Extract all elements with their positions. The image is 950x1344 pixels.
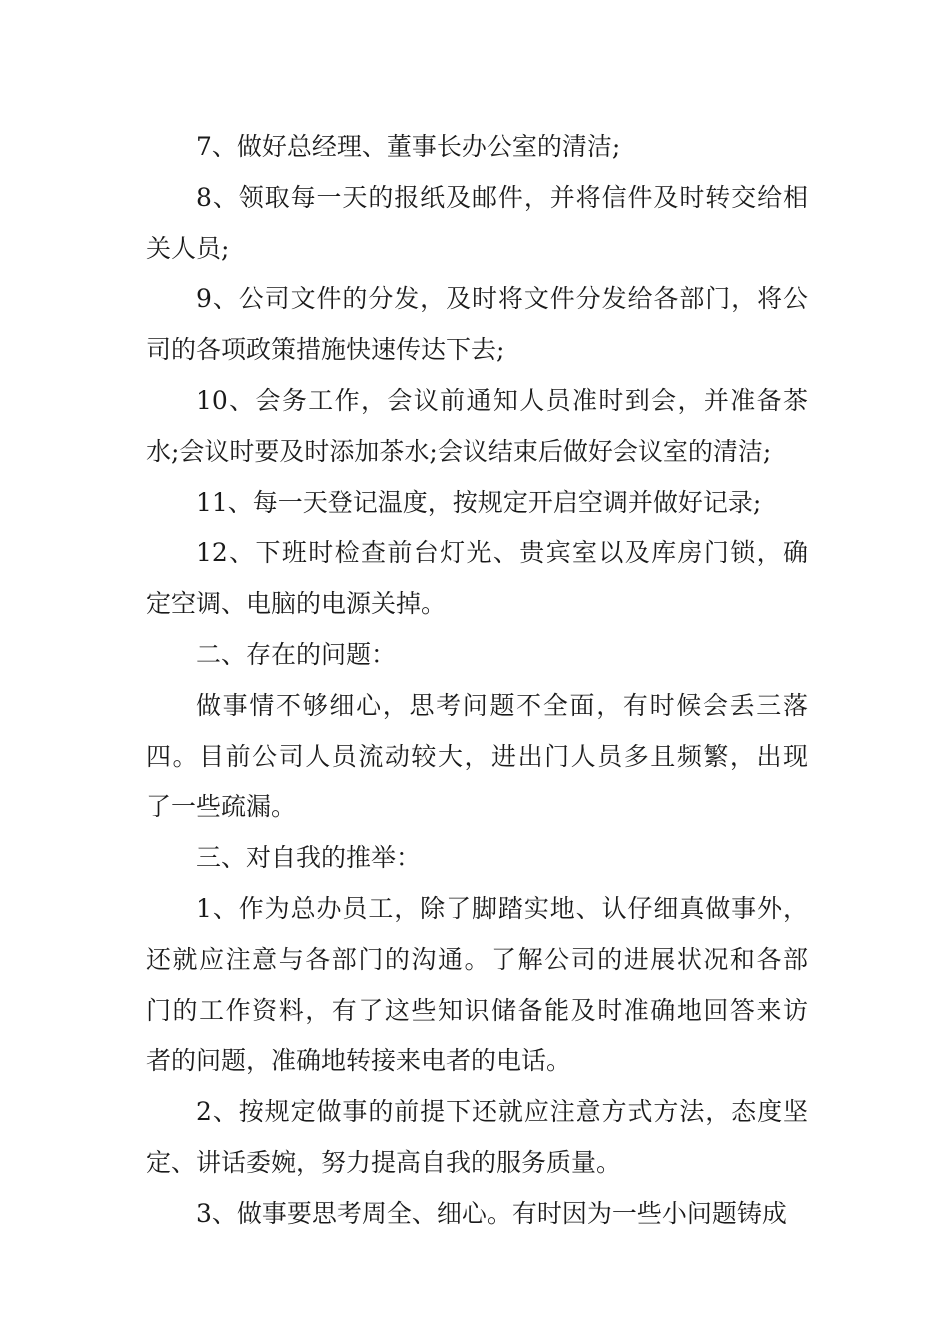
paragraph-line: 1、作为总办员工，除了脚踏实地、认仔细真做事外， bbox=[196, 893, 808, 923]
paragraph-line: 水;会议时要及时添加茶水;会议结束后做好会议室的清洁; bbox=[146, 436, 772, 466]
paragraph bbox=[146, 884, 808, 1087]
paragraph-line: 门的工作资料，有了这些知识储备能及时准确地回答来访 bbox=[146, 995, 808, 1025]
document-body bbox=[146, 122, 808, 1240]
paragraph-line: 12、下班时检查前台灯光、贵宾室以及库房门锁，确 bbox=[196, 538, 808, 568]
paragraph bbox=[146, 833, 808, 884]
paragraph-line: 三、对自我的推举： bbox=[196, 843, 422, 873]
paragraph-line: 8、领取每一天的报纸及邮件，并将信件及时转交给相 bbox=[196, 182, 808, 212]
paragraph-line: 9、公司文件的分发，及时将文件分发给各部门，将公 bbox=[196, 284, 808, 314]
paragraph bbox=[146, 528, 808, 630]
paragraph bbox=[146, 376, 808, 478]
paragraph-line: 还就应注意与各部门的沟通。了解公司的进展状况和各部 bbox=[146, 944, 808, 974]
paragraph-line: 二、存在的问题： bbox=[196, 639, 397, 669]
paragraph-line: 四。目前公司人员流动较大，进出门人员多且频繁，出现 bbox=[146, 741, 808, 771]
paragraph bbox=[146, 1087, 808, 1189]
paragraph bbox=[146, 274, 808, 376]
paragraph bbox=[146, 173, 808, 275]
paragraph-line: 2、按规定做事的前提下还就应注意方式方法，态度坚 bbox=[196, 1097, 808, 1127]
paragraph-line: 做事情不够细心，思考问题不全面，有时候会丢三落 bbox=[196, 690, 808, 720]
paragraph bbox=[146, 1189, 808, 1240]
paragraph-line: 定空调、电脑的电源关掉。 bbox=[146, 589, 447, 619]
paragraph-line: 3、做事要思考周全、细心。有时因为一些小问题铸成 bbox=[196, 1198, 787, 1228]
paragraph bbox=[146, 630, 808, 681]
paragraph-line: 关人员; bbox=[146, 233, 230, 263]
paragraph-line: 司的各项政策措施快速传达下去; bbox=[146, 335, 505, 365]
paragraph-line: 11、每一天登记温度，按规定开启空调并做好记录; bbox=[196, 487, 762, 517]
paragraph bbox=[146, 122, 808, 173]
paragraph bbox=[146, 478, 808, 529]
paragraph-line: 10、会务工作，会议前通知人员准时到会，并准备茶 bbox=[196, 385, 808, 415]
paragraph-line: 者的问题，准确地转接来电者的电话。 bbox=[146, 1046, 572, 1076]
paragraph bbox=[146, 681, 808, 833]
paragraph-line: 了一些疏漏。 bbox=[146, 792, 297, 822]
paragraph-line: 定、讲话委婉，努力提高自我的服务质量。 bbox=[146, 1147, 622, 1177]
paragraph-line: 7、做好总经理、董事长办公室的清洁; bbox=[196, 132, 621, 161]
